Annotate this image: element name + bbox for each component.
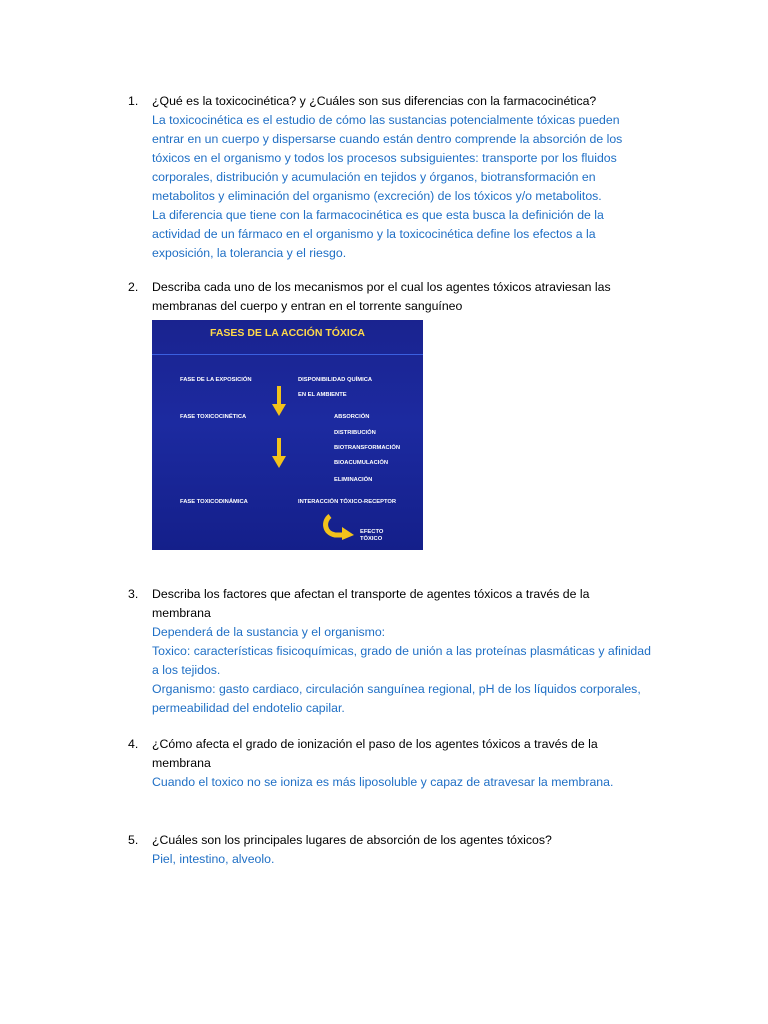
answer-line: La diferencia que tiene con la farmacocinética es que esta busca la definición de la xyxy=(152,208,604,222)
answer-line: metabolitos y eliminación del organismo (excreción) de los tóxicos y/o metabolitos. xyxy=(152,189,602,203)
question-text: ¿Cómo afecta el grado de ionización el paso de los agentes tóxicos a través de la xyxy=(152,737,598,751)
answer-block xyxy=(152,623,668,718)
answer-line: La toxicocinética es el estudio de cómo las sustancias potencialmente tóxicas pueden xyxy=(152,113,620,127)
label-ambiente: EN EL AMBIENTE xyxy=(298,392,347,398)
question-text: Describa cada uno de los mecanismos por el cual los agentes tóxicos atraviesan las xyxy=(152,280,611,294)
question-number: 3. xyxy=(128,587,139,601)
arrow-down-icon xyxy=(272,386,286,416)
question-number: 1. xyxy=(128,94,139,108)
arrow-down-icon xyxy=(272,438,286,468)
answer-block xyxy=(152,111,668,263)
answer-line: Cuando el toxico no se ioniza es más liposoluble y capaz de atravesar la membrana. xyxy=(152,775,614,789)
label-eliminacion: ELIMINACIÓN xyxy=(334,477,373,483)
label-biotransformacion: BIOTRANSFORMACIÓN xyxy=(334,445,401,451)
answer-line: corporales, distribución y acumulación en tejidos y órganos, biotransformación en xyxy=(152,170,596,184)
answer-line: entrar en un cuerpo y dispersarse cuando están dentro comprende la absorción de los xyxy=(152,132,623,146)
question-number: 2. xyxy=(128,280,139,294)
answer-line: tóxicos en el organismo y todos los procesos subsiguientes: transporte por los fluidos xyxy=(152,151,617,165)
answer-block xyxy=(152,773,668,792)
label-absorcion: ABSORCIÓN xyxy=(334,414,370,420)
answer-line: Organismo: gasto cardiaco, circulación sanguínea regional, pH de los líquidos corporales, xyxy=(152,682,641,696)
question-1 xyxy=(128,92,668,263)
label-toxico: TÓXICO xyxy=(360,536,383,542)
question-text: Describa los factores que afectan el transporte de agentes tóxicos a través de la xyxy=(152,587,590,601)
question-2 xyxy=(128,278,668,550)
label-interaccion: INTERACCIÓN TÓXICO-RECEPTOR xyxy=(298,499,397,505)
label-fase-toxicocinetica: FASE TOXICOCINÉTICA xyxy=(180,414,247,420)
answer-line: exposición, la tolerancia y el riesgo. xyxy=(152,246,347,260)
answer-line: permeabilidad del endotelio capilar. xyxy=(152,701,345,715)
question-text: ¿Qué es la toxicocinética? y ¿Cuáles son sus diferencias con la farmacocinética? xyxy=(152,94,597,108)
question-5 xyxy=(128,831,668,869)
question-3 xyxy=(128,585,668,718)
question-text: ¿Cuáles son los principales lugares de absorción de los agentes tóxicos? xyxy=(152,833,552,847)
figure-title: FASES DE LA ACCIÓN TÓXICA xyxy=(210,327,365,339)
toxic-action-phases-figure xyxy=(152,320,423,550)
label-disponibilidad: DISPONIBILIDAD QUÍMICA xyxy=(298,377,373,383)
label-fase-toxicodinamica: FASE TOXICODINÁMICA xyxy=(180,499,248,505)
answer-line: Piel, intestino, alveolo. xyxy=(152,852,275,866)
answer-line: Toxico: características fisicoquímicas, grado de unión a las proteínas plasmáticas y afinidad xyxy=(152,644,651,658)
question-4 xyxy=(128,735,668,792)
answer-line: a los tejidos. xyxy=(152,663,221,677)
label-efecto: EFECTO xyxy=(360,529,384,535)
question-text: membranas del cuerpo y entran en el torrente sanguíneo xyxy=(152,299,463,313)
answer-block xyxy=(152,850,668,869)
answer-line: actividad de un fármaco en el organismo y la toxicocinética define los efectos a la xyxy=(152,227,596,241)
question-number: 5. xyxy=(128,833,139,847)
label-bioacumulacion: BIOACUMULACIÓN xyxy=(334,460,389,466)
question-number: 4. xyxy=(128,737,139,751)
question-text: membrana xyxy=(152,606,211,620)
label-fase-exposicion: FASE DE LA EXPOSICIÓN xyxy=(180,377,252,383)
answer-line: Dependerá de la sustancia y el organismo: xyxy=(152,625,386,639)
figure-divider xyxy=(152,354,423,355)
question-text: membrana xyxy=(152,756,211,770)
curved-arrow-icon xyxy=(322,512,356,540)
label-distribucion: DISTRIBUCIÓN xyxy=(334,430,376,436)
